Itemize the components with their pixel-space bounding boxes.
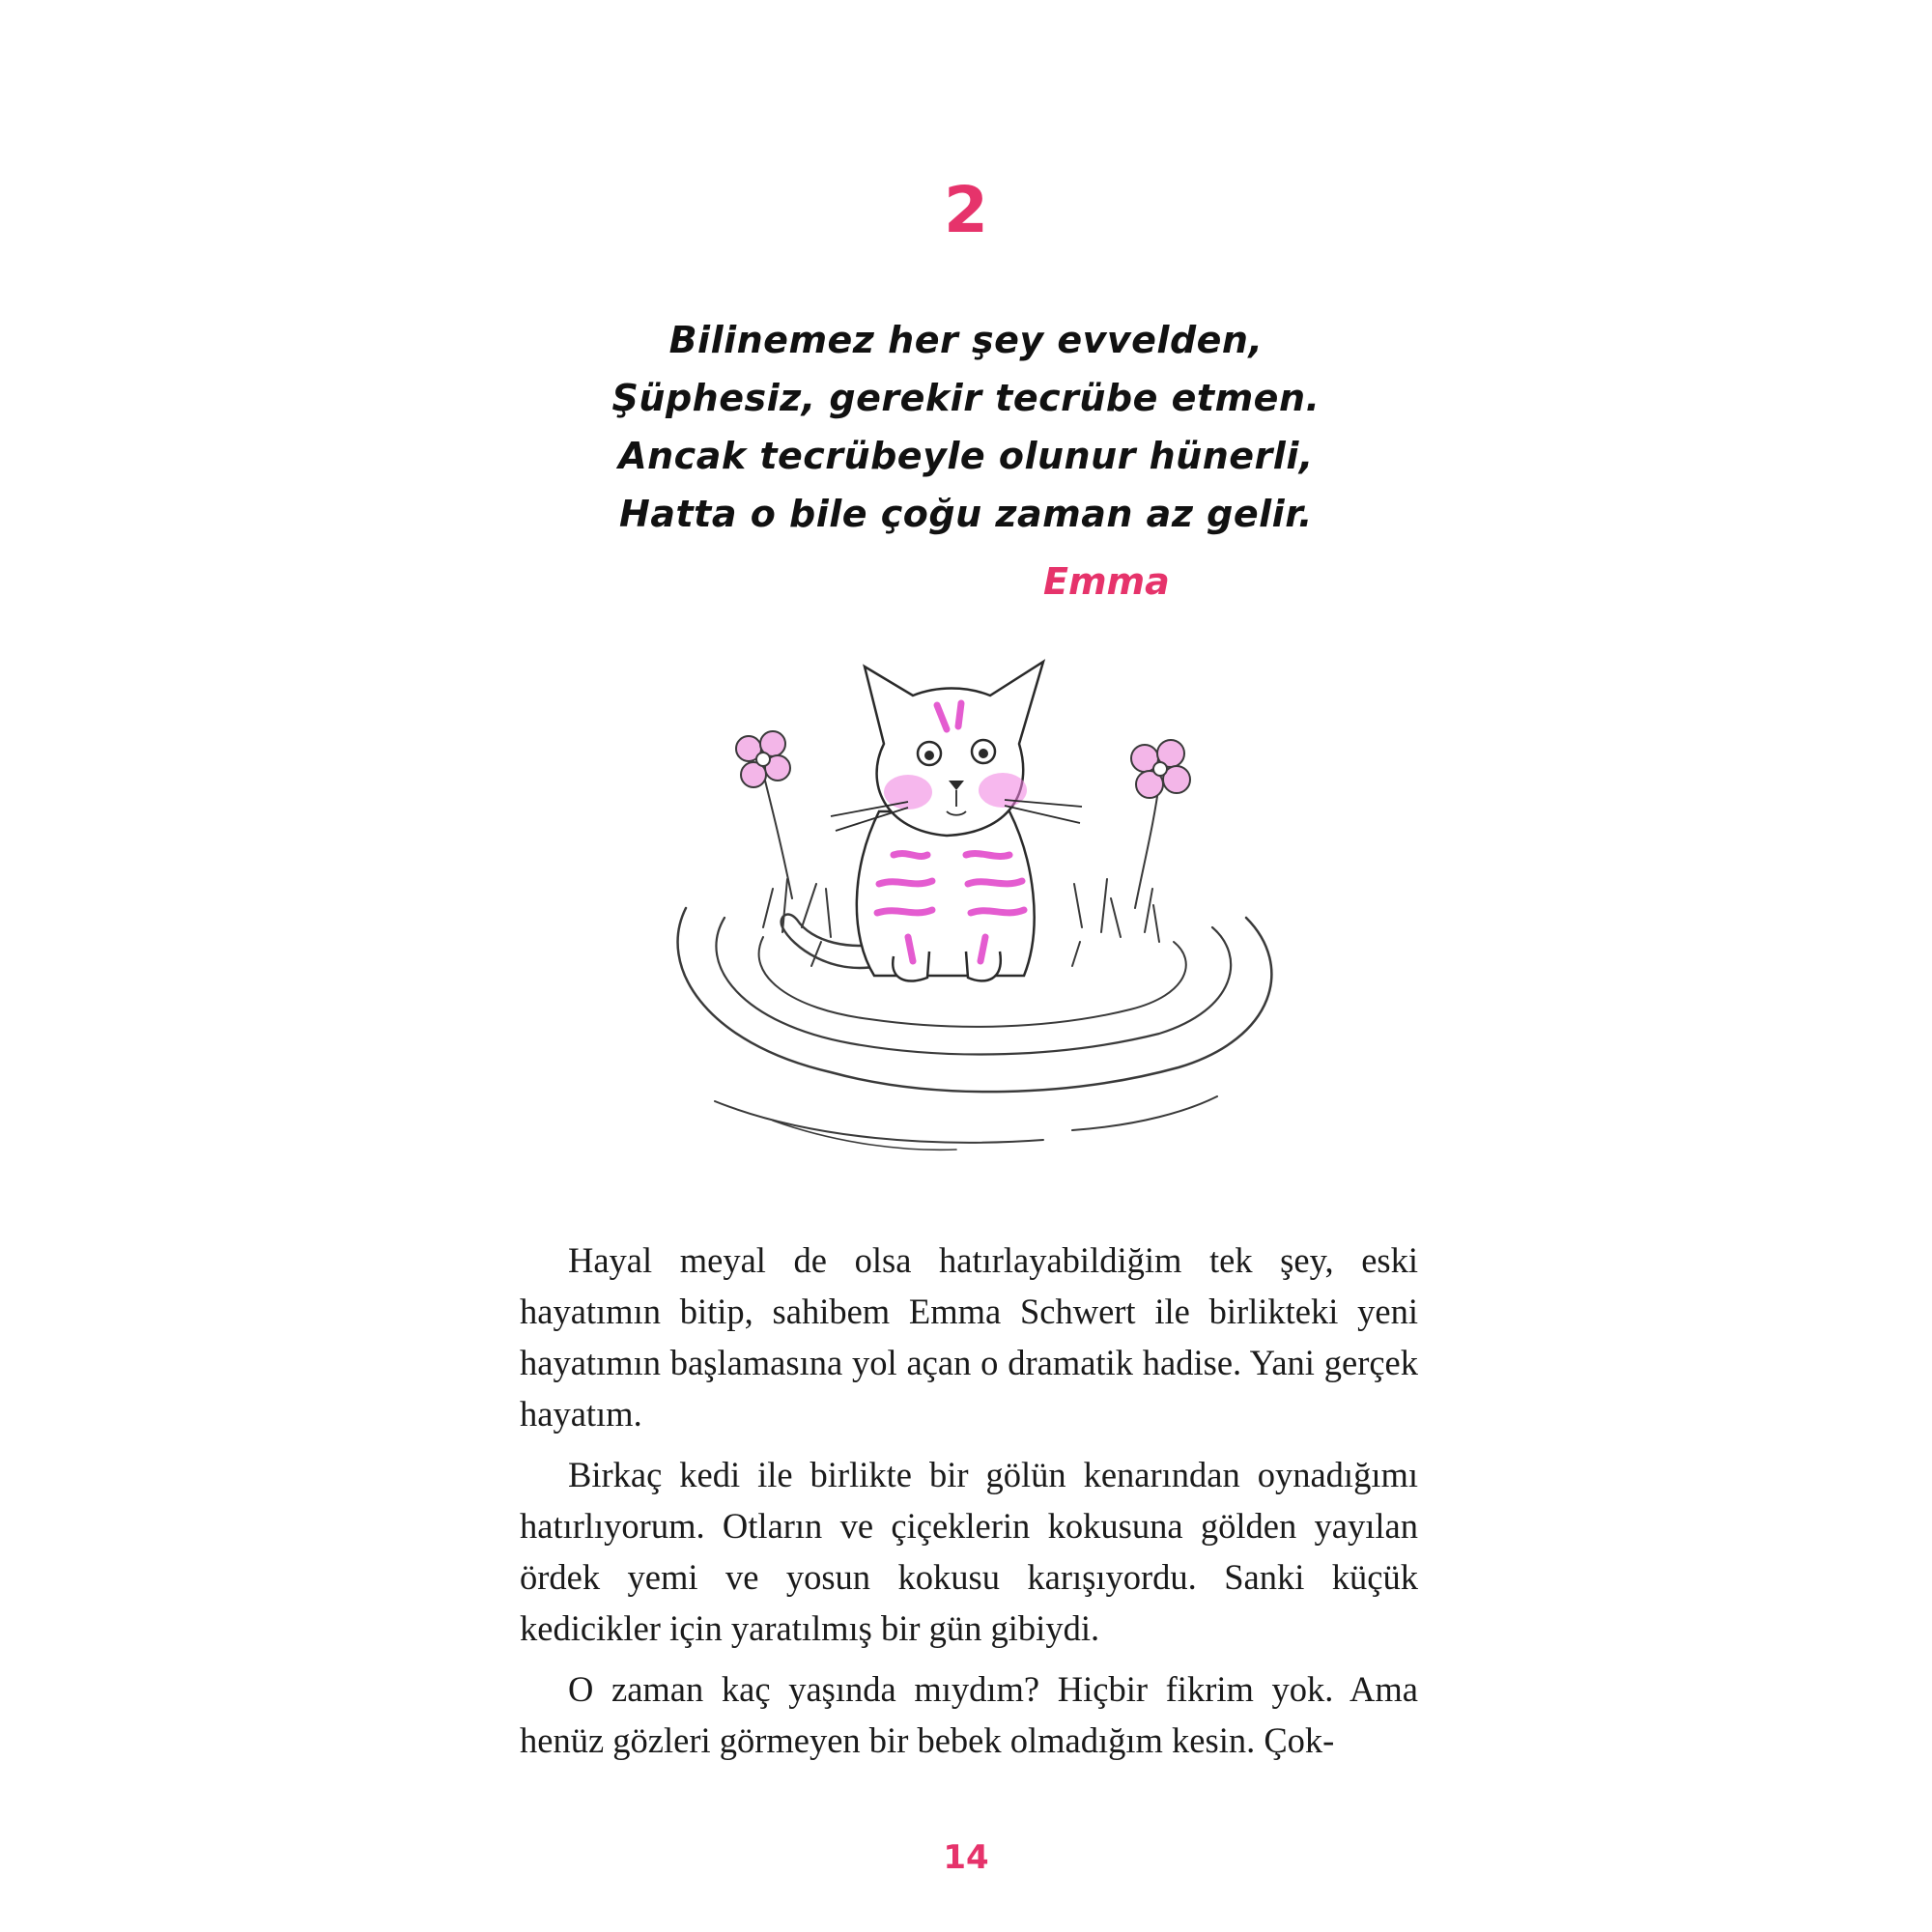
epigraph-line: Hatta o bile çoğu zaman az gelir. [619, 493, 1313, 535]
cat-stripe [877, 910, 932, 913]
flower-stem [1135, 782, 1159, 908]
epigraph-author: Emma [1043, 560, 1170, 603]
epigraph-line: Şüphesiz, gerekir tecrübe etmen. [611, 377, 1321, 419]
paragraph: Birkaç kedi ile birlikte bir gölün kenarından oynadığımı hatırlıyorum. Otların ve çiçeklerin kokusuna gölden yayılan ördek yemi ve yosun kokusu karışıyordu. Sanki küçük kedicikler için yaratılmış bir gün gibiydi. [520, 1455, 1418, 1648]
chapter-number: 2 [944, 173, 988, 247]
water-ripple [715, 1101, 1043, 1143]
cat-stripe [879, 881, 932, 884]
cat-cheek [979, 773, 1027, 808]
cat-stripe [894, 854, 927, 857]
water-ripple [1072, 1096, 1217, 1130]
cat-stripe [958, 703, 961, 726]
flower-center [756, 753, 770, 766]
cat-stripe [971, 910, 1024, 913]
cat-stripe [908, 937, 913, 961]
paragraph: O zaman kaç yaşında mıydım? Hiçbir fikrim yok. Ama henüz gözleri görmeyen bir bebek olmadığım kesin. Çok- [520, 1669, 1418, 1760]
body-text [520, 1235, 1418, 1776]
cat-stripe [968, 881, 1022, 884]
water-ripple [773, 1121, 956, 1150]
flower-center [1153, 762, 1167, 776]
epigraph-line: Bilinemez her şey evvelden, [668, 319, 1264, 361]
cat-stripe [980, 937, 985, 961]
paragraph: Hayal meyal de olsa hatırlayabildiğim tek şey, eski hayatımın bitip, sahibem Emma Schwert ile birlikteki yeni hayatımın başlamasına yol açan o dramatik hadise. Yani gerçek hayatım. [520, 1240, 1418, 1434]
epigraph-poem [483, 311, 1449, 543]
epigraph-line: Ancak tecrübeyle olunur hünerli, [618, 435, 1314, 477]
cat-stripe [966, 854, 1009, 857]
cat-head [865, 662, 1043, 836]
flower-stem [763, 773, 792, 898]
page-number: 14 [943, 1838, 989, 1877]
cat-on-island-icon [618, 618, 1314, 1179]
